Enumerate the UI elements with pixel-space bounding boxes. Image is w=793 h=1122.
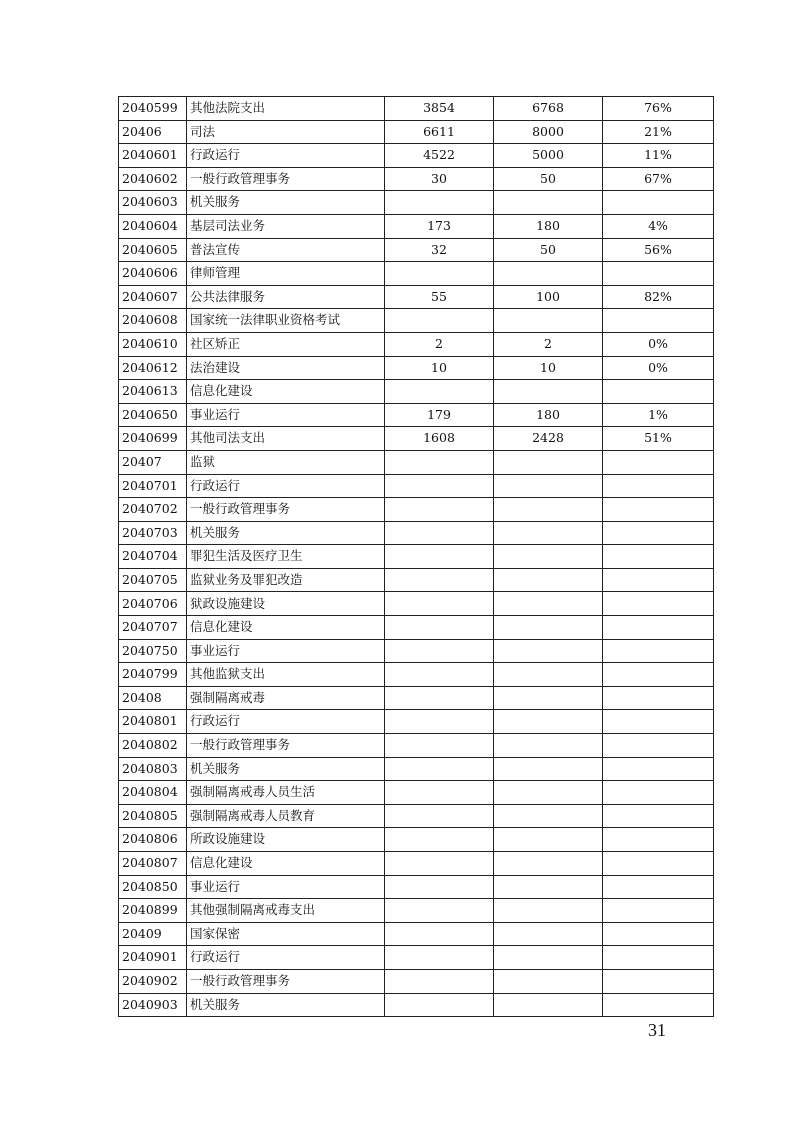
- percent-cell: 56%: [603, 238, 714, 262]
- amount-cell: [494, 922, 603, 946]
- percent-cell: [603, 922, 714, 946]
- amount-cell: [494, 521, 603, 545]
- table-row: [119, 946, 714, 970]
- table-row: [119, 262, 714, 286]
- amount-cell: [385, 498, 494, 522]
- percent-cell: [603, 828, 714, 852]
- page-number: 31: [648, 1020, 666, 1040]
- percent-cell: [603, 545, 714, 569]
- amount-cell: 32: [385, 238, 494, 262]
- account-name-cell: 监狱业务及罪犯改造: [187, 568, 385, 592]
- table-row: [119, 214, 714, 238]
- account-code-cell: 2040608: [119, 309, 187, 333]
- table-row: [119, 663, 714, 687]
- account-code-cell: 2040699: [119, 427, 187, 451]
- table-row: [119, 356, 714, 380]
- account-code-cell: 20408: [119, 686, 187, 710]
- percent-cell: [603, 875, 714, 899]
- amount-cell: [494, 781, 603, 805]
- table-row: [119, 427, 714, 451]
- account-name-cell: 罪犯生活及医疗卫生: [187, 545, 385, 569]
- amount-cell: 10: [385, 356, 494, 380]
- account-name-cell: 事业运行: [187, 403, 385, 427]
- table-row: [119, 616, 714, 640]
- amount-cell: 3854: [385, 97, 494, 121]
- amount-cell: 5000: [494, 144, 603, 168]
- table-row: [119, 403, 714, 427]
- table-row: [119, 309, 714, 333]
- amount-cell: [385, 899, 494, 923]
- table-row: [119, 521, 714, 545]
- amount-cell: 8000: [494, 120, 603, 144]
- account-code-cell: 2040802: [119, 734, 187, 758]
- amount-cell: 6611: [385, 120, 494, 144]
- percent-cell: [603, 686, 714, 710]
- account-code-cell: 2040806: [119, 828, 187, 852]
- account-name-cell: 司法: [187, 120, 385, 144]
- account-name-cell: 一般行政管理事务: [187, 498, 385, 522]
- table-row: [119, 734, 714, 758]
- amount-cell: 173: [385, 214, 494, 238]
- percent-cell: [603, 262, 714, 286]
- account-name-cell: 强制隔离戒毒人员教育: [187, 804, 385, 828]
- amount-cell: [494, 592, 603, 616]
- account-code-cell: 2040599: [119, 97, 187, 121]
- account-name-cell: 一般行政管理事务: [187, 969, 385, 993]
- table-row: [119, 545, 714, 569]
- budget-table: [118, 96, 714, 1017]
- amount-cell: [385, 734, 494, 758]
- percent-cell: [603, 734, 714, 758]
- percent-cell: [603, 663, 714, 687]
- account-name-cell: 机关服务: [187, 993, 385, 1017]
- amount-cell: [385, 191, 494, 215]
- account-name-cell: 行政运行: [187, 474, 385, 498]
- percent-cell: 76%: [603, 97, 714, 121]
- amount-cell: [494, 545, 603, 569]
- table-row: [119, 969, 714, 993]
- account-code-cell: 2040603: [119, 191, 187, 215]
- table-row: [119, 852, 714, 876]
- account-code-cell: 2040804: [119, 781, 187, 805]
- percent-cell: [603, 899, 714, 923]
- table-row: [119, 498, 714, 522]
- percent-cell: 0%: [603, 332, 714, 356]
- table-row: [119, 639, 714, 663]
- account-name-cell: 强制隔离戒毒: [187, 686, 385, 710]
- amount-cell: [385, 474, 494, 498]
- table-row: [119, 167, 714, 191]
- account-code-cell: 2040701: [119, 474, 187, 498]
- percent-cell: [603, 568, 714, 592]
- account-name-cell: 狱政设施建设: [187, 592, 385, 616]
- amount-cell: 1608: [385, 427, 494, 451]
- account-name-cell: 强制隔离戒毒人员生活: [187, 781, 385, 805]
- percent-cell: 1%: [603, 403, 714, 427]
- amount-cell: [385, 757, 494, 781]
- amount-cell: [385, 875, 494, 899]
- account-code-cell: 2040650: [119, 403, 187, 427]
- amount-cell: [494, 450, 603, 474]
- table-row: [119, 144, 714, 168]
- percent-cell: 67%: [603, 167, 714, 191]
- amount-cell: [385, 262, 494, 286]
- amount-cell: [385, 616, 494, 640]
- amount-cell: 179: [385, 403, 494, 427]
- account-name-cell: 普法宣传: [187, 238, 385, 262]
- amount-cell: [494, 663, 603, 687]
- percent-cell: [603, 639, 714, 663]
- percent-cell: [603, 804, 714, 828]
- amount-cell: [385, 545, 494, 569]
- table-row: [119, 875, 714, 899]
- table-row: [119, 474, 714, 498]
- account-name-cell: 一般行政管理事务: [187, 167, 385, 191]
- amount-cell: [385, 922, 494, 946]
- percent-cell: [603, 710, 714, 734]
- account-code-cell: 2040903: [119, 993, 187, 1017]
- amount-cell: [385, 946, 494, 970]
- account-code-cell: 2040899: [119, 899, 187, 923]
- amount-cell: [385, 804, 494, 828]
- account-name-cell: 监狱: [187, 450, 385, 474]
- amount-cell: [385, 380, 494, 404]
- account-code-cell: 2040610: [119, 332, 187, 356]
- percent-cell: [603, 592, 714, 616]
- amount-cell: [494, 734, 603, 758]
- amount-cell: [494, 804, 603, 828]
- amount-cell: 4522: [385, 144, 494, 168]
- account-name-cell: 公共法律服务: [187, 285, 385, 309]
- table-row: [119, 922, 714, 946]
- amount-cell: [494, 686, 603, 710]
- account-code-cell: 20407: [119, 450, 187, 474]
- amount-cell: [385, 969, 494, 993]
- amount-cell: [494, 852, 603, 876]
- percent-cell: [603, 852, 714, 876]
- percent-cell: 82%: [603, 285, 714, 309]
- account-code-cell: 2040703: [119, 521, 187, 545]
- amount-cell: [494, 616, 603, 640]
- table-row: [119, 332, 714, 356]
- account-name-cell: 基层司法业务: [187, 214, 385, 238]
- amount-cell: [494, 899, 603, 923]
- account-code-cell: 2040803: [119, 757, 187, 781]
- table-row: [119, 757, 714, 781]
- account-code-cell: 2040705: [119, 568, 187, 592]
- amount-cell: [385, 710, 494, 734]
- account-name-cell: 所政设施建设: [187, 828, 385, 852]
- table-row: [119, 899, 714, 923]
- amount-cell: [494, 380, 603, 404]
- account-name-cell: 其他强制隔离戒毒支出: [187, 899, 385, 923]
- amount-cell: 2: [385, 332, 494, 356]
- account-name-cell: 其他司法支出: [187, 427, 385, 451]
- amount-cell: 50: [494, 238, 603, 262]
- account-name-cell: 其他法院支出: [187, 97, 385, 121]
- account-name-cell: 机关服务: [187, 191, 385, 215]
- table-row: [119, 568, 714, 592]
- table-row: [119, 993, 714, 1017]
- amount-cell: [494, 946, 603, 970]
- account-code-cell: 20409: [119, 922, 187, 946]
- account-name-cell: 国家保密: [187, 922, 385, 946]
- account-name-cell: 行政运行: [187, 946, 385, 970]
- account-code-cell: 2040807: [119, 852, 187, 876]
- amount-cell: 30: [385, 167, 494, 191]
- amount-cell: 55: [385, 285, 494, 309]
- table-row: [119, 450, 714, 474]
- percent-cell: 0%: [603, 356, 714, 380]
- account-code-cell: 2040604: [119, 214, 187, 238]
- account-code-cell: 2040850: [119, 875, 187, 899]
- table-row: [119, 686, 714, 710]
- amount-cell: [385, 663, 494, 687]
- table-row: [119, 285, 714, 309]
- account-code-cell: 2040901: [119, 946, 187, 970]
- percent-cell: [603, 450, 714, 474]
- amount-cell: [494, 498, 603, 522]
- account-code-cell: 2040702: [119, 498, 187, 522]
- account-name-cell: 信息化建设: [187, 852, 385, 876]
- percent-cell: [603, 309, 714, 333]
- account-name-cell: 事业运行: [187, 875, 385, 899]
- amount-cell: 10: [494, 356, 603, 380]
- amount-cell: 180: [494, 403, 603, 427]
- account-code-cell: 2040605: [119, 238, 187, 262]
- table-row: [119, 710, 714, 734]
- account-code-cell: 2040613: [119, 380, 187, 404]
- amount-cell: [385, 568, 494, 592]
- table-row: [119, 380, 714, 404]
- percent-cell: [603, 616, 714, 640]
- account-name-cell: 社区矫正: [187, 332, 385, 356]
- table-row: [119, 804, 714, 828]
- percent-cell: [603, 521, 714, 545]
- percent-cell: 11%: [603, 144, 714, 168]
- account-name-cell: 行政运行: [187, 144, 385, 168]
- account-code-cell: 2040801: [119, 710, 187, 734]
- account-code-cell: 2040707: [119, 616, 187, 640]
- percent-cell: [603, 969, 714, 993]
- account-name-cell: 事业运行: [187, 639, 385, 663]
- amount-cell: [385, 521, 494, 545]
- account-name-cell: 信息化建设: [187, 616, 385, 640]
- table-row: [119, 238, 714, 262]
- percent-cell: [603, 946, 714, 970]
- account-code-cell: 2040612: [119, 356, 187, 380]
- amount-cell: [494, 474, 603, 498]
- account-code-cell: 2040602: [119, 167, 187, 191]
- amount-cell: 2428: [494, 427, 603, 451]
- amount-cell: [385, 686, 494, 710]
- account-name-cell: 行政运行: [187, 710, 385, 734]
- table-row: [119, 592, 714, 616]
- budget-table-body: [119, 97, 714, 1017]
- amount-cell: [385, 993, 494, 1017]
- amount-cell: [385, 852, 494, 876]
- account-code-cell: 2040601: [119, 144, 187, 168]
- account-name-cell: 信息化建设: [187, 380, 385, 404]
- amount-cell: [494, 875, 603, 899]
- amount-cell: [494, 969, 603, 993]
- amount-cell: [385, 781, 494, 805]
- table-row: [119, 97, 714, 121]
- account-name-cell: 法治建设: [187, 356, 385, 380]
- amount-cell: [494, 993, 603, 1017]
- percent-cell: 21%: [603, 120, 714, 144]
- amount-cell: [385, 639, 494, 663]
- account-code-cell: 2040606: [119, 262, 187, 286]
- percent-cell: [603, 380, 714, 404]
- amount-cell: [494, 262, 603, 286]
- percent-cell: [603, 474, 714, 498]
- amount-cell: 100: [494, 285, 603, 309]
- account-code-cell: 2040704: [119, 545, 187, 569]
- account-code-cell: 2040902: [119, 969, 187, 993]
- amount-cell: 50: [494, 167, 603, 191]
- amount-cell: [494, 828, 603, 852]
- percent-cell: [603, 993, 714, 1017]
- amount-cell: [385, 828, 494, 852]
- account-name-cell: 律师管理: [187, 262, 385, 286]
- amount-cell: [494, 191, 603, 215]
- amount-cell: 180: [494, 214, 603, 238]
- account-code-cell: 2040799: [119, 663, 187, 687]
- account-code-cell: 2040607: [119, 285, 187, 309]
- table-row: [119, 191, 714, 215]
- account-name-cell: 机关服务: [187, 521, 385, 545]
- account-name-cell: 机关服务: [187, 757, 385, 781]
- amount-cell: [494, 309, 603, 333]
- account-name-cell: 其他监狱支出: [187, 663, 385, 687]
- amount-cell: 2: [494, 332, 603, 356]
- account-name-cell: 国家统一法律职业资格考试: [187, 309, 385, 333]
- account-code-cell: 20406: [119, 120, 187, 144]
- amount-cell: [494, 757, 603, 781]
- percent-cell: [603, 191, 714, 215]
- percent-cell: 4%: [603, 214, 714, 238]
- amount-cell: [385, 592, 494, 616]
- amount-cell: [494, 639, 603, 663]
- percent-cell: [603, 498, 714, 522]
- account-code-cell: 2040706: [119, 592, 187, 616]
- table-row: [119, 781, 714, 805]
- account-code-cell: 2040750: [119, 639, 187, 663]
- amount-cell: [385, 450, 494, 474]
- table-row: [119, 120, 714, 144]
- percent-cell: 51%: [603, 427, 714, 451]
- amount-cell: [494, 568, 603, 592]
- amount-cell: [494, 710, 603, 734]
- percent-cell: [603, 757, 714, 781]
- account-name-cell: 一般行政管理事务: [187, 734, 385, 758]
- amount-cell: [385, 309, 494, 333]
- amount-cell: 6768: [494, 97, 603, 121]
- percent-cell: [603, 781, 714, 805]
- table-row: [119, 828, 714, 852]
- account-code-cell: 2040805: [119, 804, 187, 828]
